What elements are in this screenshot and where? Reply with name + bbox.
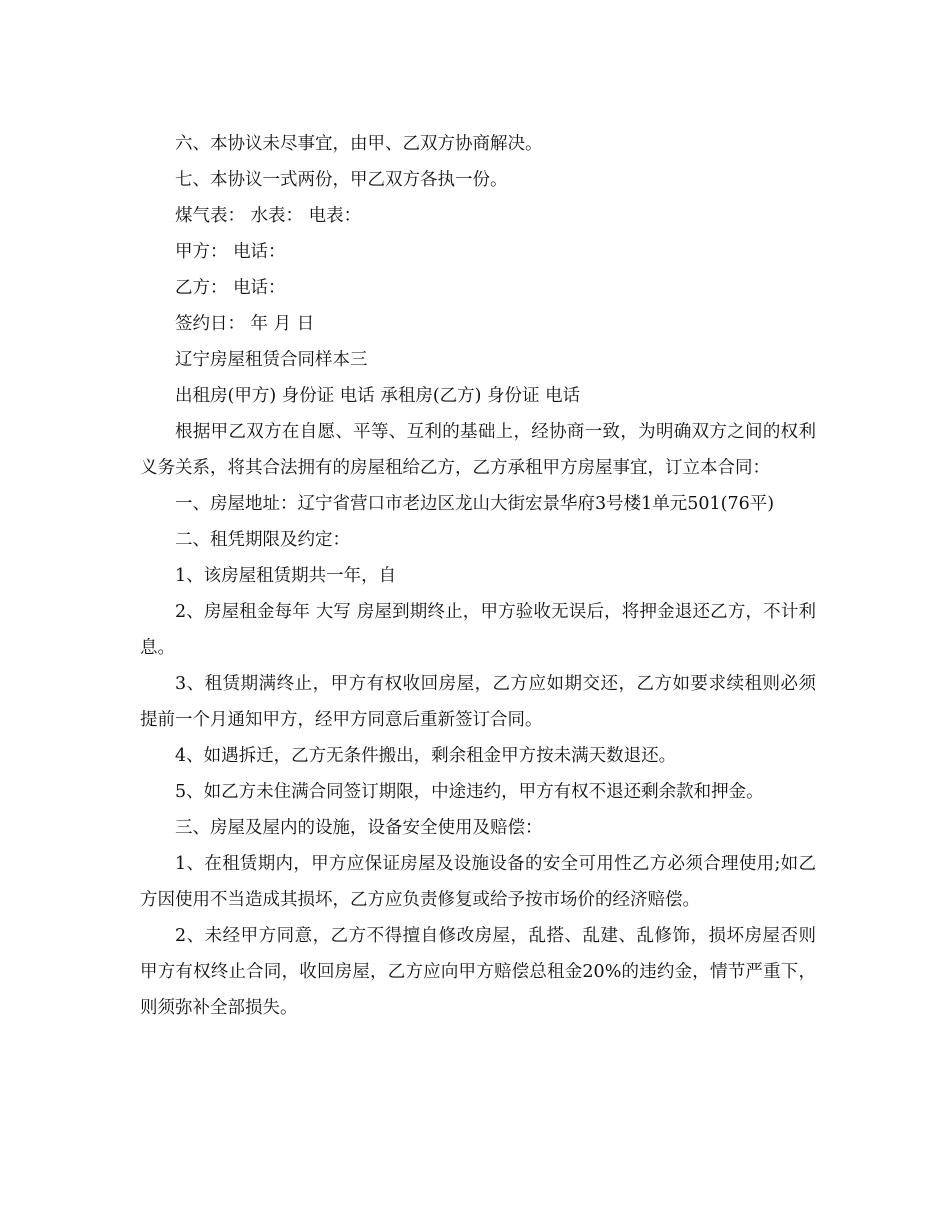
section-two-heading: 二、租凭期限及约定： (175, 530, 350, 550)
party-a-signature-line: 甲方： 电话： (175, 242, 286, 262)
signing-date: 签约日： 年 月 日 (175, 314, 315, 334)
section-two-item-5: 5、如乙方未住满合同签订期限，中途违约，甲方有权不退还剩余款和押金。 (175, 782, 764, 802)
section-two-item-2: 2、房屋租金每年 大写 房屋到期终止，甲方验收无误后，将押金退还乙方，不计利息。 (140, 602, 816, 658)
section-two-item-3: 3、租赁期满终止，甲方有权收回房屋，乙方应如期交还，乙方如要求续租则必须提前一个月通知甲方，经甲方同意后重新签订合同。 (140, 674, 816, 730)
section-three-item-2: 2、未经甲方同意，乙方不得擅自修改房屋，乱搭、乱建、乱修饰，损坏房屋否则甲方有权终止合同，收回房屋，乙方应向甲方赔偿总租金20%的违约金，情节严重下，则须弥补全部损失。 (140, 926, 816, 1018)
parties-line: 出租房(甲方) 身份证 电话 承租房(乙方) 身份证 电话 (175, 386, 581, 406)
section-one-address: 一、房屋地址：辽宁省营口市老边区龙山大街宏景华府3号楼1单元501(76平) (175, 494, 775, 514)
party-b-signature-line: 乙方： 电话： (175, 278, 286, 298)
section-two-item-4: 4、如遇拆迁，乙方无条件搬出，剩余租金甲方按未满天数退还。 (175, 746, 677, 766)
section-three-item-1: 1、在租赁期内，甲方应保证房屋及设施设备的安全可用性乙方必须合理使用;如乙方因使用不当造成其损坏，乙方应负责修复或给予按市场价的经济赔偿。 (140, 854, 816, 910)
document-body (140, 126, 816, 1026)
clause-seven: 七、本协议一式两份，甲乙双方各执一份。 (175, 170, 508, 190)
section-two-item-1: 1、该房屋租赁期共一年，自 (175, 566, 397, 586)
section-three-heading: 三、房屋及屋内的设施，设备安全使用及赔偿： (175, 818, 543, 838)
clause-six: 六、本协议未尽事宜，由甲、乙双方协商解决。 (175, 134, 543, 154)
preamble: 根据甲乙双方在自愿、平等、互利的基础上，经协商一致，为明确双方之间的权利义务关系，将其合法拥有的房屋租给乙方，乙方承租甲方房屋事宜，订立本合同： (140, 422, 816, 478)
meter-readings: 煤气表： 水表： 电表： (175, 206, 362, 226)
contract-title: 辽宁房屋租赁合同样本三 (175, 350, 368, 370)
